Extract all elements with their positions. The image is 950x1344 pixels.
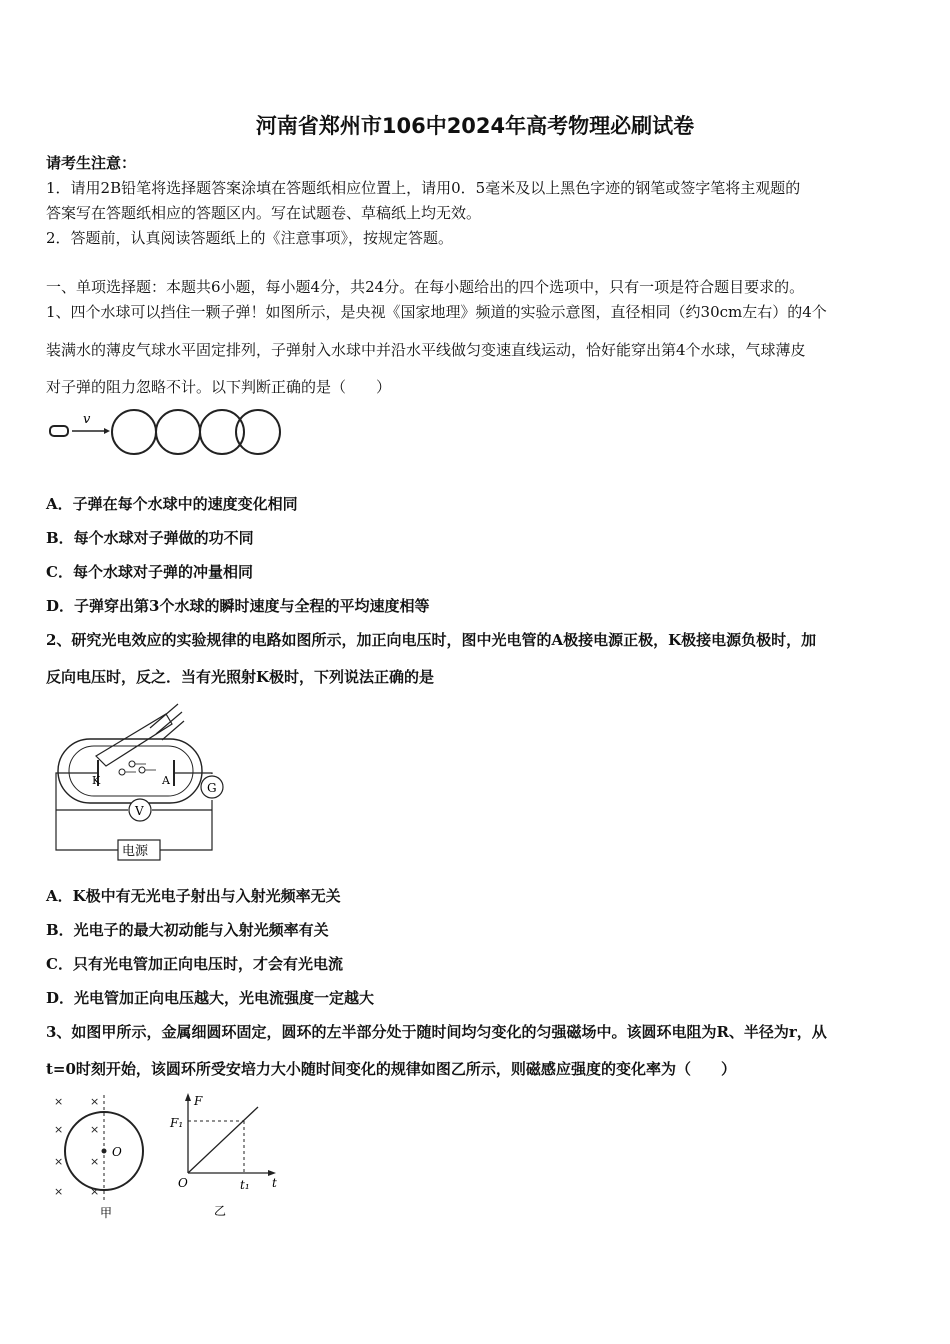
q2-option-b: B．光电子的最大初动能与入射光频率有关 [46, 921, 329, 939]
field-mark: × [54, 1095, 64, 1108]
voltmeter-label: V [135, 804, 144, 818]
water-balloons-figure [46, 408, 286, 458]
y-axis-label: F [194, 1094, 203, 1108]
q1-option-d: D．子弹穿出第3个水球的瞬时速度与全程的平均速度相等 [46, 597, 430, 615]
figure-jia-ring [50, 1093, 160, 1223]
q3-line-2: t=0时刻开始，该圆环所受安培力大小随时间变化的规律如图乙所示，则磁感应强度的变化率为（ ） [46, 1060, 736, 1078]
q2-line-1: 2、研究光电效应的实验规律的电路如图所示，加正向电压时，图中光电管的A极接电源正极，K极接电源负极时，加 [46, 631, 817, 649]
page-title: 河南省郑州市106中2024年高考物理必刷试卷 [255, 114, 695, 138]
x-axis-label: t [272, 1176, 277, 1190]
q2-option-d: D．光电管加正向电压越大，光电流强度一定越大 [46, 989, 375, 1007]
field-mark: × [54, 1123, 64, 1136]
q3-line-1: 3、如图甲所示，金属细圆环固定，圆环的左半部分处于随时间均匀变化的匀强磁场中。该圆环电阻为R、半径为r，从 [46, 1023, 827, 1041]
q1-line-3: 对子弹的阻力忽略不计。以下判断正确的是（ ） [46, 378, 392, 396]
field-mark: × [54, 1155, 64, 1168]
water-ball-1 [112, 410, 156, 454]
water-ball-4 [236, 410, 280, 454]
anode-label: A [162, 774, 170, 787]
water-ball-2 [156, 410, 200, 454]
notice-heading: 请考生注意： [46, 154, 137, 172]
field-mark: × [90, 1155, 100, 1168]
photo-tube [58, 739, 202, 803]
ring-center-label: O [112, 1145, 122, 1159]
velocity-label: v [83, 412, 91, 427]
notice-line-1: 1．请用2B铅笔将选择题答案涂填在答题纸相应位置上，请用0．5毫米及以上黑色字迹的钢笔或签字笔将主观题的 [46, 179, 801, 197]
force-line [188, 1107, 258, 1173]
q1-line-1: 1、四个水球可以挡住一颗子弹！如图所示，是央视《国家地理》频道的实验示意图，直径相同（约30cm左右）的4个 [46, 303, 827, 321]
figure-jia-caption: 甲 [100, 1206, 113, 1220]
ring-center [102, 1149, 107, 1154]
bullet [50, 426, 68, 436]
q1-option-c: C．每个水球对子弹的冲量相同 [46, 563, 253, 581]
q2-option-c: C．只有光电管加正向电压时，才会有光电流 [46, 955, 343, 973]
velocity-arrowhead [104, 428, 110, 434]
figure-yi-graph [168, 1093, 288, 1223]
photoelectric-circuit-figure [50, 694, 230, 864]
section-heading: 一、单项选择题：本题共6小题，每小题4分，共24分。在每小题给出的四个选项中，只有一项是符合题目要求的。 [46, 278, 805, 296]
water-ball-3 [200, 410, 244, 454]
cathode-label: K [92, 774, 101, 787]
q2-option-a: A．K极中有无光电子射出与入射光频率无关 [46, 887, 341, 905]
field-mark: × [54, 1185, 64, 1198]
notice-line-3: 2．答题前，认真阅读答题纸上的《注意事项》，按规定答题。 [46, 229, 454, 247]
power-source-label: 电源 [122, 844, 149, 859]
origin-label: O [178, 1176, 188, 1190]
notice-line-2: 答案写在答题纸相应的答题区内。写在试题卷、草稿纸上均无效。 [46, 204, 482, 222]
field-mark: × [90, 1095, 100, 1108]
galvanometer-label: G [207, 781, 217, 795]
q1-option-b: B．每个水球对子弹做的功不同 [46, 529, 254, 547]
q2-line-2: 反向电压时，反之．当有光照射K极时，下列说法正确的是 [46, 668, 435, 686]
f1-label: F₁ [170, 1116, 184, 1130]
field-mark: × [90, 1185, 100, 1198]
field-mark: × [90, 1123, 100, 1136]
q1-option-a: A．子弹在每个水球中的速度变化相同 [46, 495, 298, 513]
t1-label: t₁ [240, 1178, 250, 1192]
q1-line-2: 装满水的薄皮气球水平固定排列，子弹射入水球中并沿水平线做匀变速直线运动，恰好能穿出第4个水球，气球薄皮 [46, 341, 806, 359]
figure-yi-caption: 乙 [214, 1204, 227, 1218]
